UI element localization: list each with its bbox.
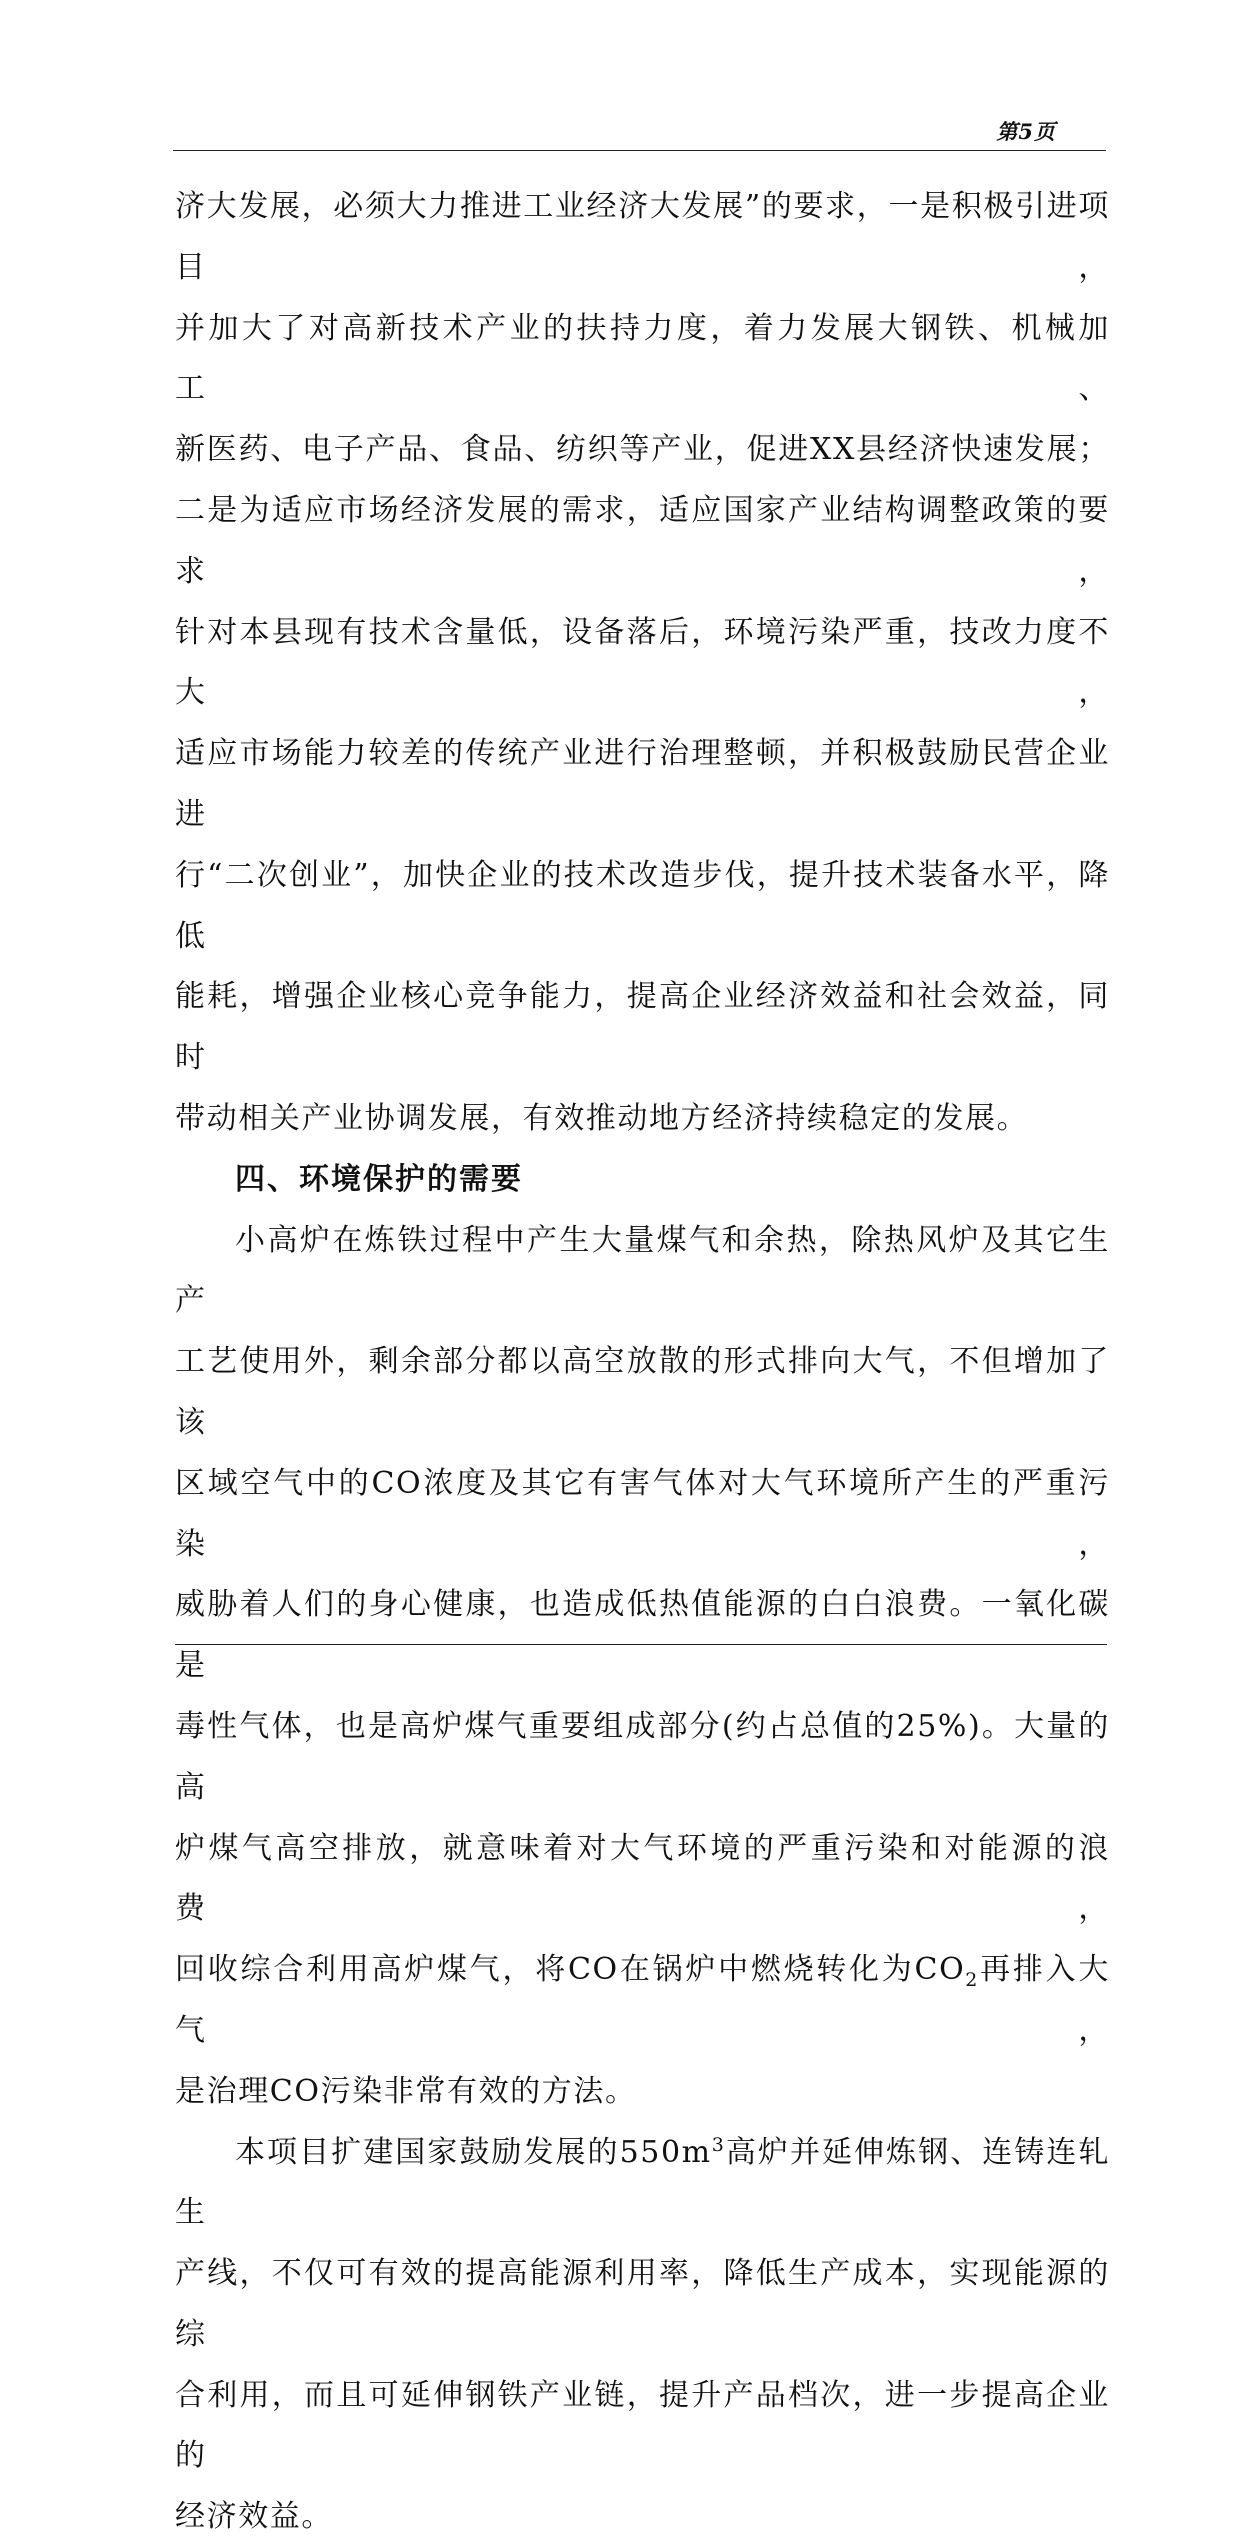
text-line [175,2123,1110,2245]
text-line: 炉煤气高空排放，就意味着对大气环境的严重污染和对能源的浪费， [175,1819,1110,1941]
text-line: 是治理CO污染非常有效的方法。 [175,2062,1110,2123]
text-run: 回收综合利用高炉煤气，将CO在锅炉中燃烧转化为CO [175,1952,965,1987]
text-line [175,1940,1110,2062]
text-line: 针对本县现有技术含量低，设备落后，环境污染严重，技改力度不大， [175,603,1110,725]
section-heading: 四、环境保护的需要 [175,1150,1110,1211]
text-line: 经济效益。 [175,2487,1110,2548]
document-body [175,177,1110,2548]
text-line: 区域空气中的CO浓度及其它有害气体对大气环境所产生的严重污染， [175,1454,1110,1576]
text-line: 工艺使用外，剩余部分都以高空放散的形式排向大气，不但增加了该 [175,1332,1110,1454]
text-line: 新医药、电子产品、食品、纺织等产业，促进XX县经济快速发展； [175,420,1110,481]
text-run: 再排入大气， [175,1952,1110,2048]
footer-rule [175,1644,1107,1645]
text-line: 带动相关产业协调发展，有效推动地方经济持续稳定的发展。 [175,1089,1110,1150]
text-line: 并加大了对高新技术产业的扶持力度，着力发展大钢铁、机械加工、 [175,299,1110,421]
text-run: 高炉并延伸炼钢、连铸连轧生 [175,2135,1110,2231]
text-line: 二是为适应市场经济发展的需求，适应国家产业结构调整政策的要求， [175,481,1110,603]
subscript: 2 [965,1969,979,1991]
text-line: 济大发展，必须大力推进工业经济大发展”的要求，一是积极引进项目， [175,177,1110,299]
text-line: 产线，不仅可有效的提高能源利用率，降低生产成本，实现能源的综 [175,2244,1110,2366]
text-line: 威胁着人们的身心健康，也造成低热值能源的白白浪费。一氧化碳是 [175,1575,1110,1697]
text-line: 能耗，增强企业核心竞争能力，提高企业经济效益和社会效益，同时 [175,967,1110,1089]
page-number: 第5页 [996,116,1056,146]
superscript: 3 [712,2134,726,2156]
text-line: 行“二次创业”，加快企业的技术改造步伐，提升技术装备水平，降低 [175,846,1110,968]
page-header [173,110,1106,151]
text-line: 小高炉在炼铁过程中产生大量煤气和余热，除热风炉及其它生产 [175,1211,1110,1333]
text-line: 毒性气体，也是高炉煤气重要组成部分(约占总值的25%)。大量的高 [175,1697,1110,1819]
paragraph-industry-policy [175,177,1110,1150]
text-line: 合利用，而且可延伸钢铁产业链，提升产品档次，进一步提高企业的 [175,2366,1110,2488]
paragraph-project [175,2123,1110,2548]
text-line: 适应市场能力较差的传统产业进行治理整顿，并积极鼓励民营企业进 [175,724,1110,846]
text-run: 本项目扩建国家鼓励发展的550m [235,2135,712,2170]
paragraph-environment [175,1211,1110,2123]
